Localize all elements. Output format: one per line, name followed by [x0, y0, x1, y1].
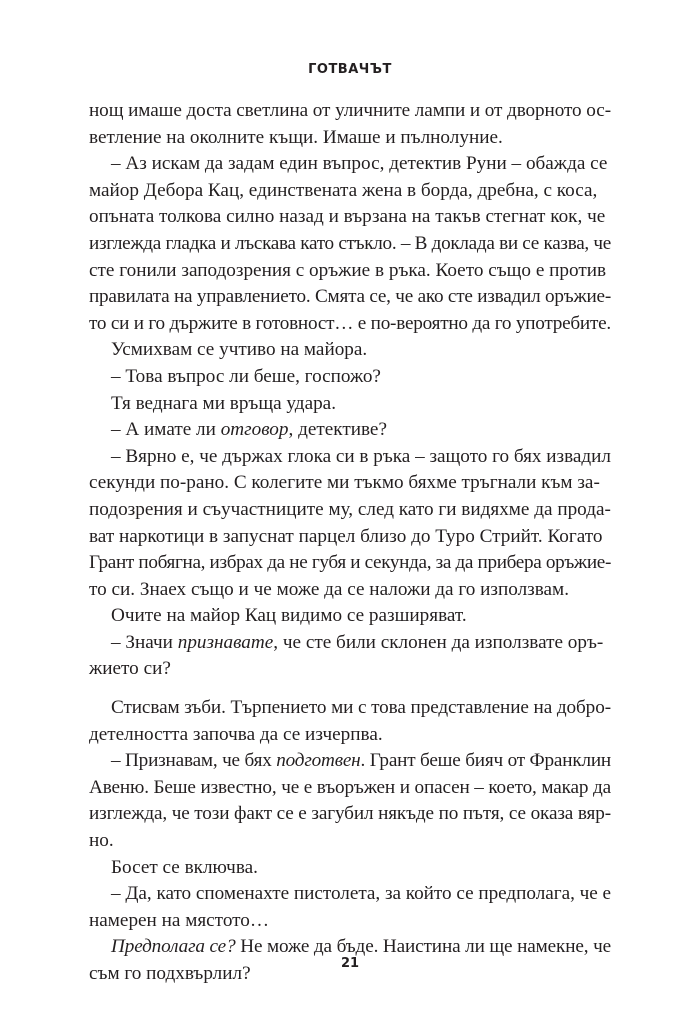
- text-run: – А имате ли: [111, 419, 221, 441]
- text-line: [89, 470, 611, 497]
- text-run: – Вярно е, че държах глока си в ръка – защото го бях извадил: [111, 445, 612, 467]
- italic-emphasis: подготвен: [276, 750, 361, 772]
- text-run: опъната толкова силно назад и вързана на такъв стегнат кок, че: [89, 206, 606, 228]
- text-run: майор Дебора Кац, единствената жена в борда, дребна, с коса,: [89, 179, 598, 201]
- italic-emphasis: признавате: [177, 631, 274, 653]
- text-run: правилата на управлението. Смята се, че ако сте извадил оръжие-: [89, 286, 611, 308]
- text-line: [89, 577, 611, 604]
- text-line: [89, 311, 611, 338]
- text-line: [89, 828, 611, 855]
- text-line: [89, 231, 611, 258]
- text-line: [89, 284, 611, 311]
- text-run: – Това въпрос ли беше, госпожо?: [111, 365, 381, 387]
- text-run: съм го подхвърлил?: [89, 963, 251, 984]
- text-line: [89, 497, 611, 524]
- text-line: [89, 204, 611, 231]
- text-run: Очите на майор Кац видимо се разширяват.: [111, 605, 467, 627]
- text-line: [89, 656, 611, 683]
- text-line: [89, 855, 611, 882]
- text-line: [89, 775, 611, 802]
- text-line: [89, 801, 611, 828]
- text-line: [89, 603, 611, 630]
- text-line: [89, 630, 611, 657]
- text-line: [89, 550, 611, 577]
- text-run: Усмихвам се учтиво на майора.: [111, 339, 368, 361]
- text-run: нощ имаше доста светлина от уличните лампи и от дворното ос-: [89, 100, 611, 121]
- text-run: , детективе?: [288, 419, 387, 441]
- text-run: . Грант беше бияч от Франклин: [360, 750, 611, 772]
- text-line: [89, 364, 611, 391]
- text-run: Тя веднага ми връща удара.: [111, 392, 336, 414]
- text-line: [89, 908, 611, 935]
- text-line: [89, 524, 611, 551]
- italic-emphasis: отговор: [220, 419, 289, 441]
- text-line: [89, 695, 611, 722]
- text-line: [89, 881, 611, 908]
- text-run: ват наркотици в запуснат парцел близо до Туро Стрийт. Когато: [89, 525, 603, 547]
- text-line: [89, 748, 611, 775]
- text-run: но.: [89, 830, 114, 852]
- running-head: ГОТВАЧЪТ: [308, 62, 392, 77]
- text-run: Не може да бъде. Наистина ли ще намекне, че: [235, 936, 611, 958]
- text-run: изглежда, че този факт се е загубил някъде по пътя, се оказа вяр-: [89, 803, 611, 825]
- text-line: [89, 125, 611, 152]
- text-run: Авеню. Беше известно, че е въоръжен и опасен – което, макар да: [89, 776, 611, 798]
- page-number: 21: [340, 956, 360, 971]
- text-run: – Да, като споменахте пистолета, за който се предполага, че е: [111, 883, 611, 905]
- text-line: [89, 151, 611, 178]
- text-line: [89, 391, 611, 418]
- text-run: Стисвам зъби. Търпението ми с това представление на добро-: [111, 697, 611, 719]
- paragraph-gap: [89, 683, 611, 695]
- text-run: секунди по-рано. С колегите ми тъкмо бяхме тръгнали към за-: [89, 472, 600, 494]
- text-run: жието си?: [89, 658, 171, 680]
- text-run: Босет се включва.: [111, 856, 258, 878]
- text-line: [89, 178, 611, 205]
- text-run: – Признавам, че бях: [111, 750, 277, 772]
- body-text: [89, 98, 611, 988]
- text-line: [89, 98, 611, 125]
- text-run: – Аз искам да задам един въпрос, детектив Руни – обажда се: [111, 153, 608, 175]
- text-run: намерен на мястото…: [89, 909, 270, 931]
- text-run: детелността започва да се изчерпва.: [89, 723, 383, 745]
- text-run: сте гонили заподозрения с оръжие в ръка. Което също е против: [89, 259, 607, 281]
- text-run: то си. Знаех също и че може да се наложи да го използвам.: [89, 578, 569, 600]
- text-line: [89, 417, 611, 444]
- italic-emphasis: Предполага се?: [111, 936, 236, 958]
- text-line: [89, 444, 611, 471]
- text-run: – Значи: [111, 631, 178, 653]
- text-line: [89, 337, 611, 364]
- text-run: изглежда гладка и лъскава като стъкло. – В доклада ви се казва, че: [89, 232, 611, 254]
- text-line: [89, 722, 611, 749]
- text-run: ветление на околните къщи. Имаше и пълнолуние.: [89, 126, 503, 148]
- text-run: , че сте били склонен да използвате оръ-: [273, 631, 604, 653]
- text-run: подозрения и съучастниците му, след като ги видяхме да прода-: [89, 498, 611, 520]
- text-line: [89, 258, 611, 285]
- text-run: то си и го държите в готовност… е по-вероятно да го употребите.: [89, 312, 611, 334]
- text-run: Грант побягна, избрах да не губя и секунда, за да прибера оръжие-: [89, 552, 611, 574]
